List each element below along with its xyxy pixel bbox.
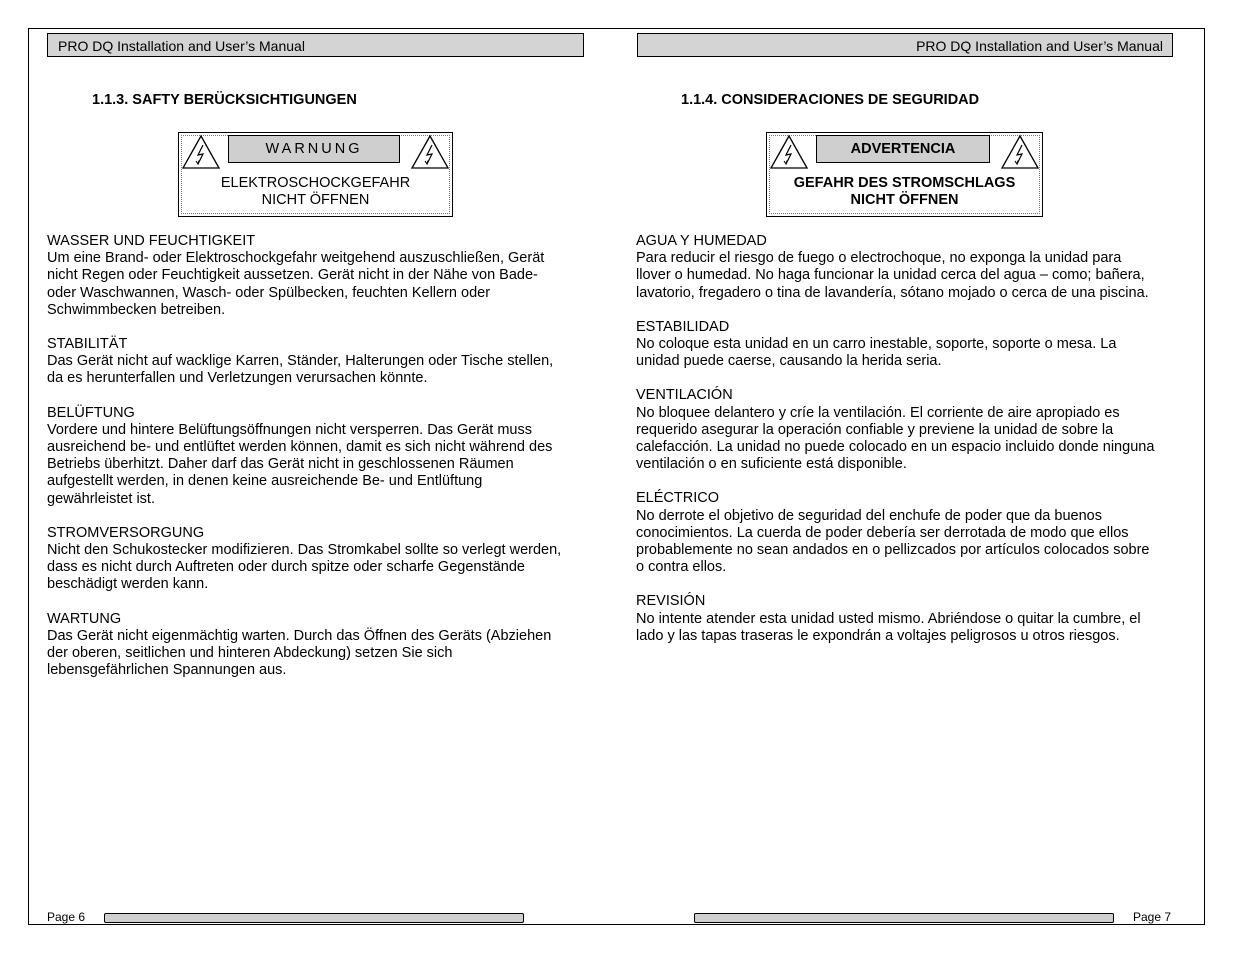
body-line: aufgestellt werden, in denen keine ausreichende Be- und Entlüftung	[47, 473, 483, 490]
body-line: Betriebs überhitzt. Daher darf das Gerät nicht in geschlossenen Räumen	[47, 456, 514, 473]
section-heading: VENTILACIÓN	[636, 387, 733, 404]
body-line: Schwimmbecken betreiben.	[47, 301, 226, 318]
body-line: dass es nicht durch Auftreten oder durch spitze oder scharfe Gegenstände	[47, 559, 525, 576]
right-section-title: 1.1.4. CONSIDERACIONES DE SEGURIDAD	[681, 92, 980, 108]
body-line: Nicht den Schukostecker modifizieren. Das Stromkabel sollte so verlegt werden,	[47, 542, 562, 559]
warning-line-2: NICHT ÖFFNEN	[261, 192, 370, 208]
electric-hazard-triangle-icon	[1000, 134, 1040, 170]
warning-line-1: ELEKTROSCHOCKGEFAHR	[220, 175, 411, 191]
body-line: nicht Regen oder Feuchtigkeit aussetzen. Gerät nicht in der Nähe von Bade-	[47, 267, 538, 284]
electric-hazard-triangle-icon	[410, 134, 450, 170]
body-line: lebensgefährlichen Spannungen aus.	[47, 662, 287, 679]
body-line: lado y las tapas traseras le expondrán a voltajes peligrosos u otros riesgos.	[636, 627, 1120, 644]
section-heading: REVISIÓN	[636, 593, 706, 610]
section-heading: WASSER UND FEUCHTIGKEIT	[47, 233, 256, 249]
right-body	[636, 233, 1176, 662]
body-line: Para reducir el riesgo de fuego o electrochoque, no exponga la unidad para	[636, 250, 1122, 267]
left-section-title: 1.1.3. SAFTY BERÜCKSICHTIGUNGEN	[92, 92, 357, 108]
body-line: No coloque esta unidad en un carro inestable, soporte, soporte o mesa. La	[636, 336, 1117, 353]
body-line: conocimientos. La cuerda de poder debería ser derrotada de modo que ellos	[636, 524, 1129, 541]
body-line: probablemente no sean andados en o pellizcados por artículos colocados sobre	[636, 542, 1150, 559]
body-line: lavatorio, fregadero o tina de lavandería, sótano mojado o cerca de una piscina.	[636, 284, 1149, 301]
body-line: requerido asegurar la operación confiable y previene la unidad de sobre la	[636, 421, 1114, 438]
warning-label: ADVERTENCIA	[816, 135, 990, 163]
section-service	[636, 593, 1176, 645]
section-stability	[47, 336, 587, 388]
body-line: beschädigt werden kann.	[47, 576, 209, 593]
body-line: ausreichend be- und entlüftet werden können, damit es sich nicht während des	[47, 439, 553, 456]
section-heading: STROMVERSORGUNG	[47, 524, 205, 541]
warning-line-1: GEFAHR DES STROMSCHLAGS	[793, 175, 1016, 191]
body-line: Vordere und hintere Belüftungsöffnungen nicht versperren. Das Gerät muss	[47, 421, 532, 438]
body-line: Das Gerät nicht auf wacklige Karren, Ständer, Halterungen oder Tische stellen,	[47, 353, 554, 370]
body-line: der oberen, seitlichen und hinteren Abdeckung) setzen Sie sich	[47, 645, 453, 662]
section-heading: ELÉCTRICO	[636, 490, 719, 507]
right-page-number: Page 7	[1133, 910, 1172, 924]
body-line: gewährleistet ist.	[47, 490, 155, 507]
left-body	[47, 233, 587, 696]
section-water	[47, 233, 587, 319]
section-stability	[636, 319, 1176, 371]
section-service	[47, 611, 587, 680]
warning-text	[179, 175, 452, 209]
warning-line-2: NICHT ÖFFNEN	[850, 192, 959, 208]
right-warning-box	[766, 132, 1043, 217]
body-line: Um eine Brand- oder Elektroschockgefahr weitgehend auszuschließen, Gerät	[47, 250, 545, 267]
body-line: oder Waschwannen, Wasch- oder Spülbecken, feuchten Kellern oder	[47, 284, 491, 301]
body-line: unidad puede caerse, causando la herida seria.	[636, 353, 942, 370]
right-page-header: PRO DQ Installation and User’s Manual	[637, 33, 1173, 57]
section-ventilation	[636, 387, 1176, 473]
right-footer-bar	[694, 913, 1114, 923]
left-page-number: Page 6	[47, 910, 86, 924]
body-line: Das Gerät nicht eigenmächtig warten. Durch das Öffnen des Geräts (Abziehen	[47, 627, 552, 644]
electric-hazard-triangle-icon	[769, 134, 809, 170]
section-water	[636, 233, 1176, 302]
section-heading: WARTUNG	[47, 610, 122, 627]
body-line: No bloquee delantero y críe la ventilación. El corriente de aire apropiado es	[636, 404, 1120, 421]
section-ventilation	[47, 405, 587, 508]
section-power	[47, 525, 587, 594]
section-heading: AGUA Y HUMEDAD	[636, 233, 767, 249]
body-line: calefacción. La unidad no puede colocado en un espacio incluido donde ninguna	[636, 439, 1155, 456]
body-line: o contra ellos.	[636, 559, 727, 576]
section-heading: ESTABILIDAD	[636, 318, 730, 335]
left-footer-bar	[104, 913, 524, 923]
section-electrical	[636, 490, 1176, 576]
section-heading: BELÜFTUNG	[47, 404, 135, 421]
body-line: No derrote el objetivo de seguridad del enchufe de poder que da buenos	[636, 507, 1102, 524]
left-warning-box	[178, 132, 453, 217]
warning-text	[767, 175, 1042, 209]
body-line: No intente atender esta unidad usted mismo. Abriéndose o quitar la cumbre, el	[636, 610, 1141, 627]
section-heading: STABILITÄT	[47, 336, 128, 353]
body-line: ventilación o en suficiente está disponible.	[636, 456, 907, 473]
left-page-header: PRO DQ Installation and User’s Manual	[47, 33, 584, 57]
electric-hazard-triangle-icon	[181, 134, 221, 170]
body-line: llover o humedad. No haga funcionar la unidad cerca del agua – como; bañera,	[636, 267, 1145, 284]
body-line: da es herunterfallen und Verletzungen verursachen könnte.	[47, 370, 428, 387]
warning-label: WARNUNG	[228, 135, 400, 163]
